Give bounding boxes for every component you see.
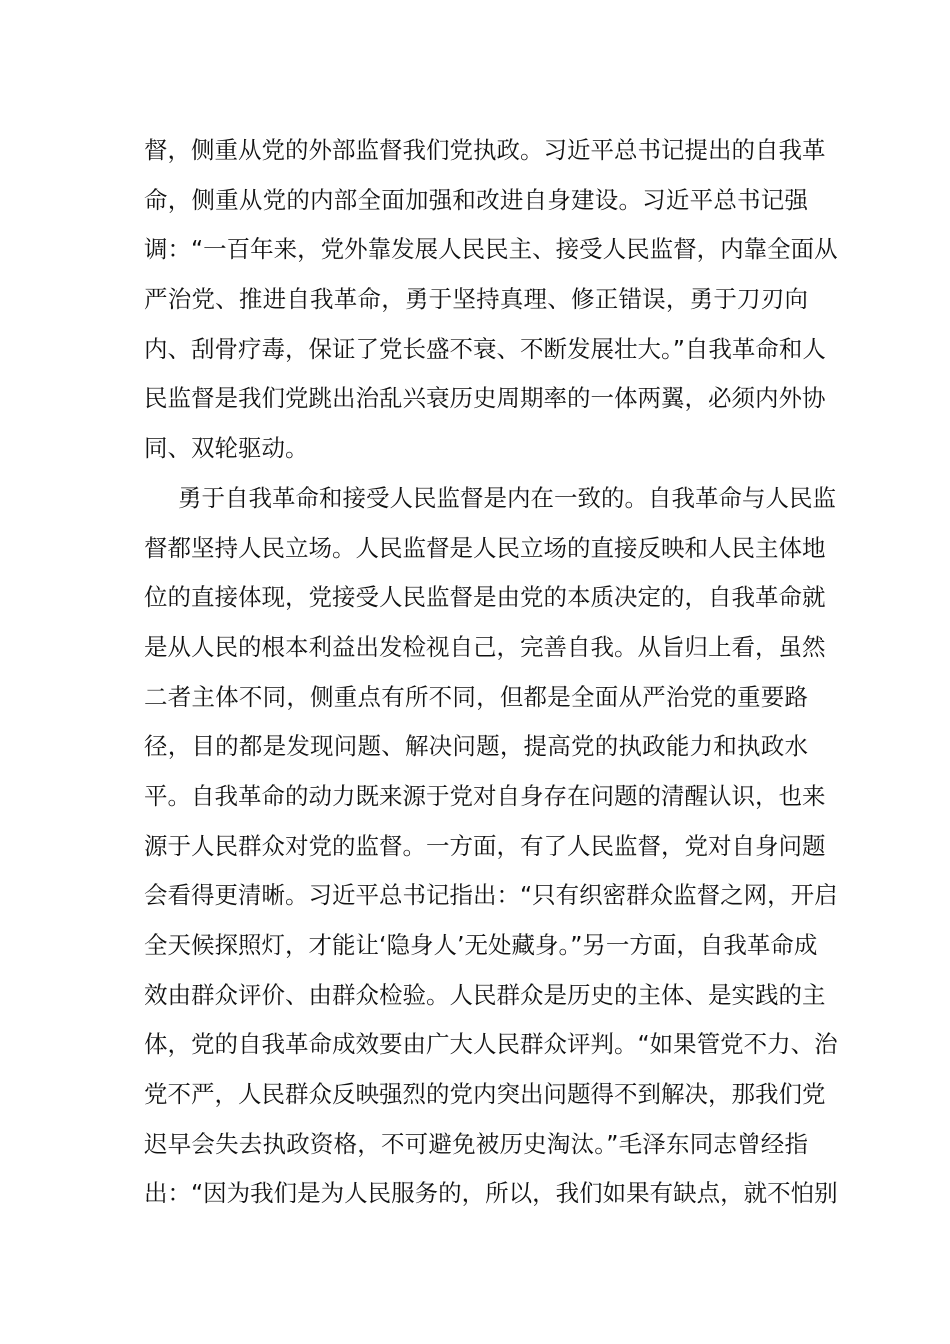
paragraph-line: 勇于自我革命和接受人民监督是内在一致的。自我革命与人民监 bbox=[178, 483, 836, 512]
paragraph-line: 督都坚持人民立场。人民监督是人民立场的直接反映和人民主体地 bbox=[144, 533, 826, 562]
paragraph-line: 民监督是我们党跳出治乱兴衰历史周期率的一体两翼，必须内外协 bbox=[144, 384, 826, 413]
paragraph-2 bbox=[144, 474, 838, 1219]
paragraph-line: 位的直接体现，党接受人民监督是由党的本质决定的，自我革命就 bbox=[144, 583, 826, 612]
paragraph-line: 同、双轮驱动。 bbox=[144, 434, 309, 463]
paragraph-line: 党不严，人民群众反映强烈的党内突出问题得不到解决，那我们党 bbox=[144, 1080, 826, 1109]
paragraph-line: 径，目的都是发现问题、解决问题，提高党的执政能力和执政水 bbox=[144, 732, 808, 761]
paragraph-line: 调：“一百年来，党外靠发展人民民主、接受人民监督，内靠全面从 bbox=[144, 235, 838, 264]
paragraph-line: 效由群众评价、由群众检验。人民群众是历史的主体、是实践的主 bbox=[144, 980, 826, 1009]
paragraph-line: 平。自我革命的动力既来源于党对自身存在问题的清醒认识，也来 bbox=[144, 781, 826, 810]
paragraph-line: 是从人民的根本利益出发检视自己，完善自我。从旨归上看，虽然 bbox=[144, 632, 826, 661]
paragraph-line: 源于人民群众对党的监督。一方面，有了人民监督，党对自身问题 bbox=[144, 831, 826, 860]
paragraph-line: 全天候探照灯，才能让‘隐身人’无处藏身。”另一方面，自我革命成 bbox=[144, 931, 818, 959]
paragraph-line: 严治党、推进自我革命，勇于坚持真理、修正错误，勇于刀刃向 bbox=[144, 285, 808, 314]
paragraph-line: 出：“因为我们是为人民服务的，所以，我们如果有缺点，就不怕别 bbox=[144, 1179, 838, 1208]
paragraph-line: 命，侧重从党的内部全面加强和改进自身建设。习近平总书记强 bbox=[144, 185, 808, 214]
paragraph-line: 二者主体不同，侧重点有所不同，但都是全面从严治党的重要路 bbox=[144, 682, 808, 711]
paragraph-line: 内、刮骨疗毒，保证了党长盛不衰、不断发展壮大。”自我革命和人 bbox=[144, 334, 826, 363]
paragraph-line: 体，党的自我革命成效要由广大人民群众评判。“如果管党不力、治 bbox=[144, 1030, 838, 1059]
body-text bbox=[144, 126, 838, 1219]
paragraph-line: 督，侧重从党的外部监督我们党执政。习近平总书记提出的自我革 bbox=[144, 136, 826, 164]
paragraph-line: 迟早会失去执政资格，不可避免被历史淘汰。”毛泽东同志曾经指 bbox=[144, 1129, 808, 1158]
paragraph-line: 会看得更清晰。习近平总书记指出：“只有织密群众监督之网，开启 bbox=[144, 881, 838, 910]
paragraph-1 bbox=[144, 126, 838, 474]
